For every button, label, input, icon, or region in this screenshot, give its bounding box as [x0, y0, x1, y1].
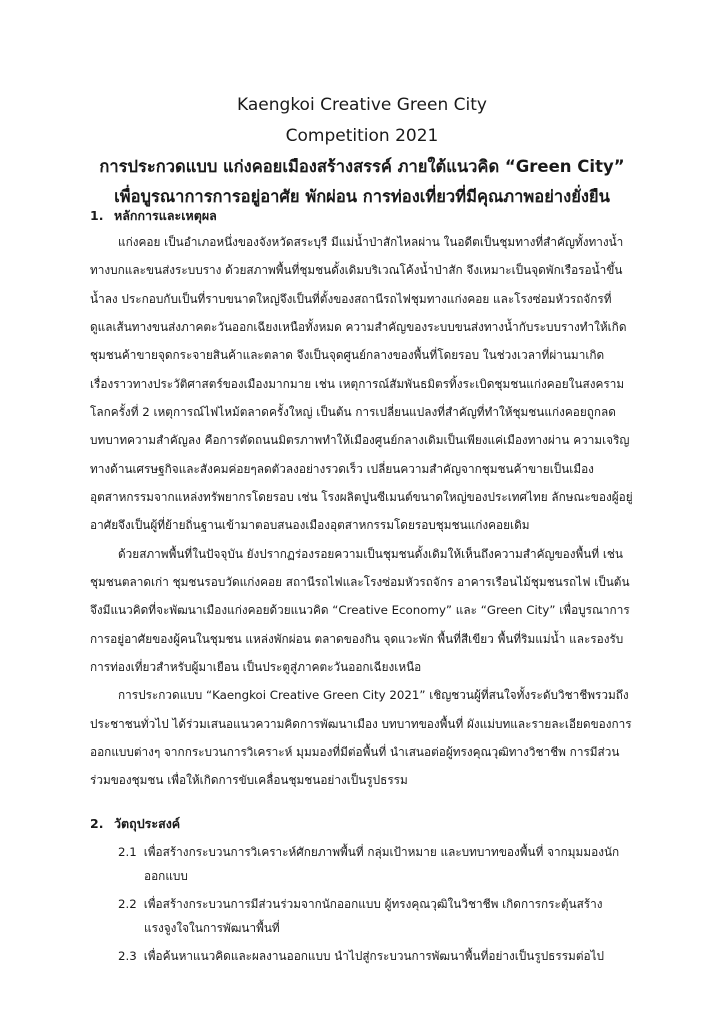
s1-p3-line: ร่วมของชุมชน เพื่อให้เกิดการขับเคลื่อนชุมชนอย่างเป็นรูปธรรม — [90, 773, 408, 787]
objective-number: 2.2 — [118, 897, 137, 911]
objective-number: 2.1 — [118, 845, 137, 859]
s1-p1-line: น้ำลง ประกอบกับเป็นที่ราบขนาดใหญ่จึงเป็นที่ตั้งของสถานีรถไฟชุมทางแก่งคอย และโรงซ่อมหัวรถจักรที่ — [90, 292, 612, 306]
title-th-line1: การประกวดแบบ แก่งคอยเมืองสร้างสรรค์ ภายใต้แนวคิด “Green City” — [99, 157, 625, 176]
s1-p2-line: ด้วยสภาพพื้นที่ในปัจจุบัน ยังปรากฏร่องรอยความเป็นชุมชนดั้งเดิมให้เห็นถึงความสำคัญของพื้นที่ เช่น — [118, 547, 623, 561]
objective-text-cont: แรงจูงใจในการพัฒนาพื้นที่ — [144, 921, 280, 935]
objective-text: เพื่อสร้างกระบวนการมีส่วนร่วมจากนักออกแบบ ผู้ทรงคุณวุฒิในวิชาชีพ เกิดการกระตุ้นสร้าง — [143, 897, 603, 911]
s1-p1-line: อุตสาหกรรมจากแหล่งทรัพยากรโดยรอบ เช่น โรงผลิตปูนซีเมนต์ขนาดใหญ่ของประเทศไทย ลักษณะของผู้อยู่ — [90, 490, 633, 504]
objective-text-cont: ออกแบบ — [144, 869, 188, 883]
section1-heading-text: หลักการและเหตุผล — [114, 208, 217, 223]
s1-p1-line: โลกครั้งที่ 2 เหตุการณ์ไฟไหม้ตลาดครั้งใหญ่ เป็นต้น การเปลี่ยนแปลงที่สำคัญที่ทำให้ชุมชนแก่งคอยถูกลด — [90, 405, 616, 419]
section2-heading — [90, 814, 180, 834]
s1-p1-line: ชุมชนค้าขายจุดกระจายสินค้าและตลาด จึงเป็นจุดศูนย์กลางของพื้นที่โดยรอบ ในช่วงเวลาที่ผ่านมาเกิด — [90, 348, 605, 362]
s1-p2-line: การอยู่อาศัยของผู้คนในชุมชน แหล่งพักผ่อน ตลาดของกิน จุดแวะพัก พื้นที่สีเขียว พื้นที่ริมแม่น้ำ และรองรับ — [90, 632, 624, 646]
s1-p1-line: อาศัยจึงเป็นผู้ที่ย้ายถิ่นฐานเข้ามาตอบสนองเมืองอุตสาหกรรมโดยรอบชุมชนแก่งคอยเดิม — [90, 518, 530, 532]
objective-item — [118, 946, 604, 966]
title-block — [60, 90, 664, 212]
objective-item — [118, 842, 619, 862]
section2-number: 2. — [90, 816, 104, 831]
s1-p2-line: จึงมีแนวคิดที่จะพัฒนาเมืองแก่งคอยด้วยแนวคิด “Creative Economy” และ “Green City” เพื่อบูรณาการ — [90, 603, 630, 617]
objective-text: เพื่อค้นหาแนวคิดและผลงานออกแบบ นำไปสู่กระบวนการพัฒนาพื้นที่อย่างเป็นรูปธรรมต่อไป — [143, 949, 604, 963]
title-th-line2: เพื่อบูรณาการการอยู่อาศัย พักผ่อน การท่องเที่ยวที่มีคุณภาพอย่างยั่งยืน — [114, 187, 610, 206]
objective-text: เพื่อสร้างกระบวนการวิเคราะห์ศักยภาพพื้นที่ กลุ่มเป้าหมาย และบทบาทของพื้นที่ จากมุมมองนัก — [143, 845, 620, 859]
s1-p1-line: ทางบกและขนส่งระบบราง ด้วยสภาพพื้นที่ชุมชนดั้งเดิมบริเวณโค้งน้ำป่าสัก จึงเหมาะเป็นจุดพักเรือรอน้ำขึ้น — [90, 263, 623, 277]
title-en-line2: Competition 2021 — [285, 126, 439, 146]
s1-p2-line: การท่องเที่ยวสำหรับผู้มาเยือน เป็นประตูสู่ภาคตะวันออกเฉียงเหนือ — [90, 660, 422, 674]
s1-p1-line: บทบาทความสำคัญลง คือการตัดถนนมิตรภาพทำให้เมืองศูนย์กลางเดิมเป็นเพียงแค่เมืองทางผ่าน ความเจริญ — [90, 433, 630, 447]
s1-p1-line: แก่งคอย เป็นอำเภอหนึ่งของจังหวัดสระบุรี มีแม่น้ำป่าสักไหลผ่าน ในอดีตเป็นชุมทางที่สำคัญทั้งทางน้ำ — [118, 235, 624, 249]
s1-p1-line: เรื่องราวทางประวัติศาสตร์ของเมืองมากมาย เช่น เหตุการณ์สัมพันธมิตรทิ้งระเบิดชุมชนแก่งคอยในสงคราม — [90, 377, 625, 391]
title-en-line1: Kaengkoi Creative Green City — [237, 95, 487, 115]
s1-p1-line: ดูแลเส้นทางขนส่งภาคตะวันออกเฉียงเหนือทั้งหมด ความสำคัญของระบบขนส่งทางน้ำกับระบบรางทำให้เกิด — [90, 320, 627, 334]
section2-heading-text: วัตถุประสงค์ — [114, 816, 181, 831]
section1-heading — [90, 206, 217, 226]
s1-p3-line: การประกวดแบบ “Kaengkoi Creative Green City 2021” เชิญชวนผู้ที่สนใจทั้งระดับวิชาชีพรวมถึง — [118, 688, 629, 702]
s1-p3-line: ประชาชนทั่วไป ได้ร่วมเสนอแนวความคิดการพัฒนาเมือง บทบาทของพื้นที่ ผังแม่บทและรายละเอียดของการ — [90, 717, 632, 731]
s1-p1-line: ทางด้านเศรษฐกิจและสังคมค่อยๆลดตัวลงอย่างรวดเร็ว เปลี่ยนความสำคัญจากชุมชนค้าขายเป็นเมือง — [90, 462, 594, 476]
objective-item — [118, 894, 603, 914]
s1-p2-line: ชุมชนตลาดเก่า ชุมชนรอบวัดแก่งคอย สถานีรถไฟและโรงซ่อมหัวรถจักร อาคารเรือนไม้ชุมชนรถไฟ เป็นต้น — [90, 575, 630, 589]
section1-number: 1. — [90, 208, 104, 223]
s1-p3-line: ออกแบบต่างๆ จากกระบวนการวิเคราะห์ มุมมองที่มีต่อพื้นที่ นำเสนอต่อผู้ทรงคุณวุฒิทางวิชาชีพ การมีส่วน — [90, 745, 620, 759]
objective-number: 2.3 — [118, 949, 137, 963]
